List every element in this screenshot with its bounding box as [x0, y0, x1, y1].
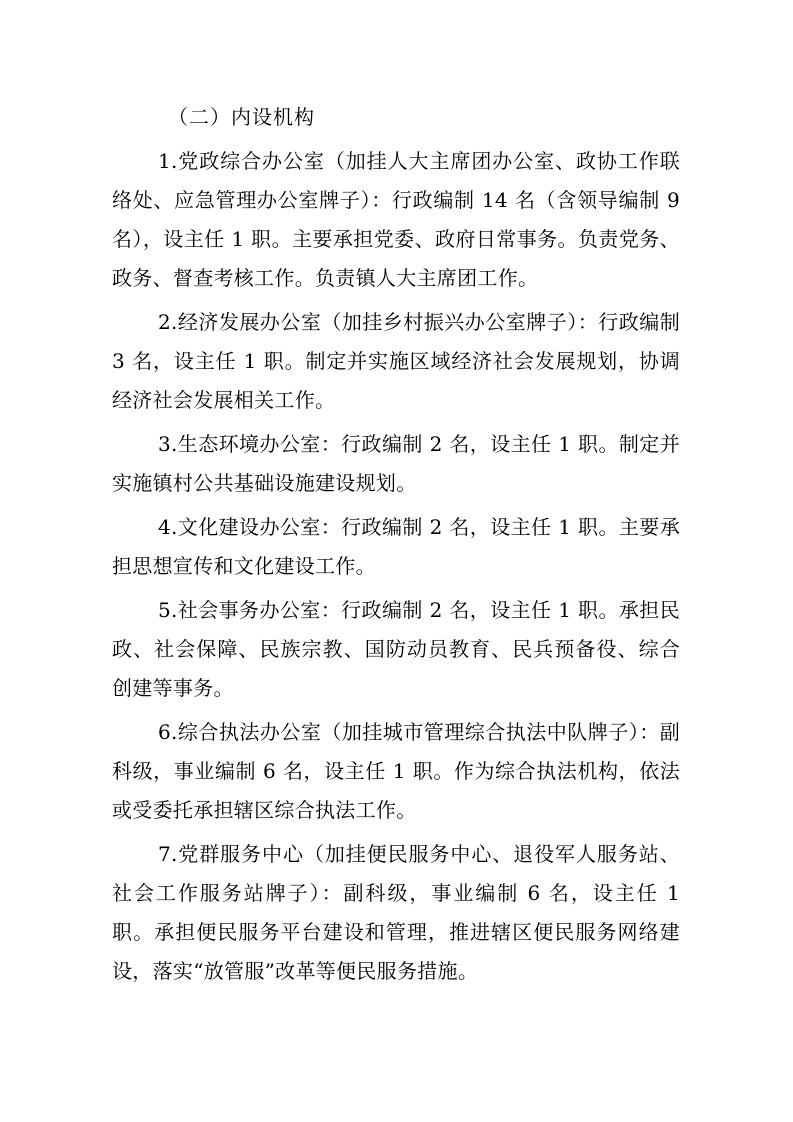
- paragraph-4: 4.文化建设办公室：行政编制 2 名，设主任 1 职。主要承担思想宣传和文化建设工作。: [112, 515, 680, 578]
- paragraph-5: 5.社会事务办公室：行政编制 2 名，设主任 1 职。承担民政、社会保障、民族宗教、国防动员教育、民兵预备役、综合创建等事务。: [112, 598, 680, 700]
- paragraph-7: 7.党群服务中心（加挂便民服务中心、退役军人服务站、社会工作服务站牌子）：副科级，事业编制 6 名，设主任 1 职。承担便民服务平台建设和管理，推进辖区便民服务网络建设，落实“放管服”改革等便民服务措施。: [112, 842, 680, 983]
- section-heading: （二）内设机构: [168, 105, 315, 129]
- paragraph-2: 2.经济发展办公室（加挂乡村振兴办公室牌子）：行政编制 3 名，设主任 1 职。制定并实施区域经济社会发展规划，协调经济社会发展相关工作。: [112, 310, 680, 412]
- document-body: [112, 100, 680, 991]
- paragraph-3: 3.生态环境办公室：行政编制 2 名，设主任 1 职。制定并实施镇村公共基础设施建设规划。: [112, 432, 680, 495]
- paragraph-6: 6.综合执法办公室（加挂城市管理综合执法中队牌子）：副科级，事业编制 6 名，设主任 1 职。作为综合执法机构，依法或受委托承担辖区综合执法工作。: [112, 720, 680, 822]
- paragraph-1: 1.党政综合办公室（加挂人大主席团办公室、政协工作联络处、应急管理办公室牌子）：行政编制 14 名（含领导编制 9 名），设主任 1 职。主要承担党委、政府日常事务。负责党务、政务、督查考核工作。负责镇人大主席团工作。: [112, 149, 680, 290]
